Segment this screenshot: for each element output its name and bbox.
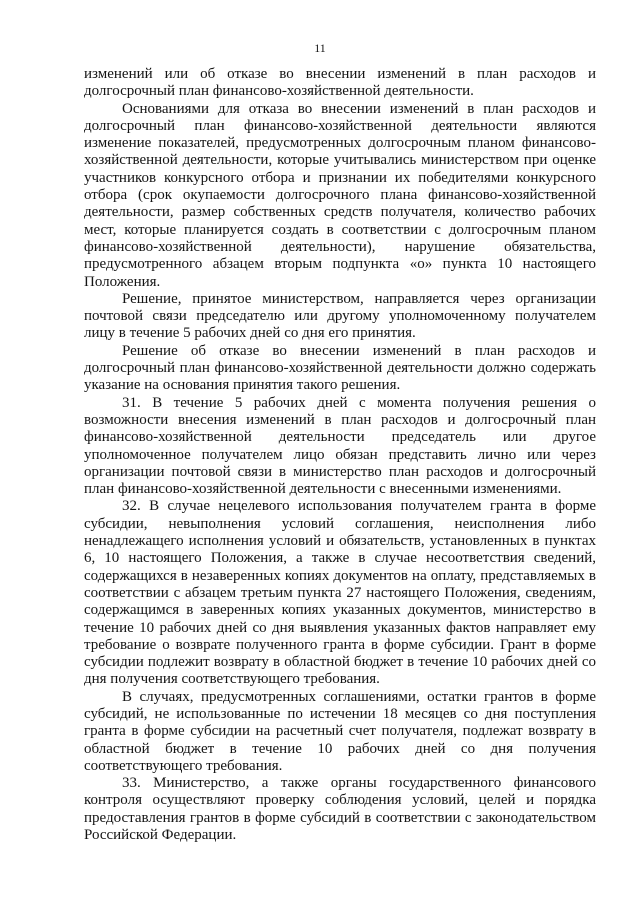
paragraph: Основаниями для отказа во внесении изменений в план расходов и долгосрочный план финансово-хозяйственной деятельности являются изменение показателей, предусмотренных долгосрочным планом финансово-хозяйственной деятельности, которые учитывались министерством при оценке участников конкурсного отбора и признании их победителями конкурсного отбора (срок окупаемости долгосрочного плана финансово-хозяйственной деятельности, размер собственных средств получателя, количество рабочих мест, которые планируется создать в соответствии с долгосрочным планом финансово-хозяйственной деятельности), нарушение обязательства, предусмотренного абзацем вторым подпункта «о» пункта 10 настоящего Положения.: [84, 100, 596, 290]
page-number: 11: [314, 41, 326, 55]
paragraph-item-31: 31. В течение 5 рабочих дней с момента получения решения о возможности внесения изменений в план расходов и долгосрочный план финансово-хозяйственной деятельности председатель или другое уполномоченное получателем лицо обязан представить лично или через организации почтовой связи в министерство план расходов и долгосрочный план финансово-хозяйственной деятельности с внесенными изменениями.: [84, 394, 596, 498]
paragraph-item-33: 33. Министерство, а также органы государственного финансового контроля осуществляют проверку соблюдения условий, целей и порядка предоставления грантов в форме субсидий в соответствии с законодательством Российской Федерации.: [84, 775, 596, 844]
paragraph: изменений или об отказе во внесении изменений в план расходов и долгосрочный план финансово-хозяйственной деятельности.: [84, 66, 596, 100]
paragraph: В случаях, предусмотренных соглашениями, остатки грантов в форме субсидий, не использованные по истечении 18 месяцев со дня поступления гранта в форме субсидии на расчетный счет получателя, подлежат возврату в областной бюджет в течение 10 рабочих дней со дня получения соответствующего требования.: [84, 688, 596, 774]
paragraph: Решение, принятое министерством, направляется через организации почтовой связи председателю или другому уполномоченному получателем лицу в течение 5 рабочих дней со дня его принятия.: [84, 290, 596, 342]
paragraph: Решение об отказе во внесении изменений в план расходов и долгосрочный план финансово-хозяйственной деятельности должно содержать указание на основания принятия такого решения.: [84, 342, 596, 394]
paragraph-item-32: 32. В случае нецелевого использования получателем гранта в форме субсидии, невыполнения условий соглашения, неисполнения либо ненадлежащего исполнения условий и обязательств, установленных в пунктах 6, 10 настоящего Положения, а также в случае несоответствия сведений, содержащихся в незаверенных копиях документов на оплату, представляемых в соответствии с абзацем третьим пункта 27 настоящего Положения, сведениям, содержащимся в заверенных копиях указанных документов, министерство в течение 10 рабочих дней со дня выявления указанных фактов направляет ему требование о возврате полученного гранта в форме субсидии. Грант в форме субсидии подлежит возврату в областной бюджет в течение 10 рабочих дней со дня получения соответствующего требования.: [84, 498, 596, 688]
document-body: [84, 66, 596, 844]
